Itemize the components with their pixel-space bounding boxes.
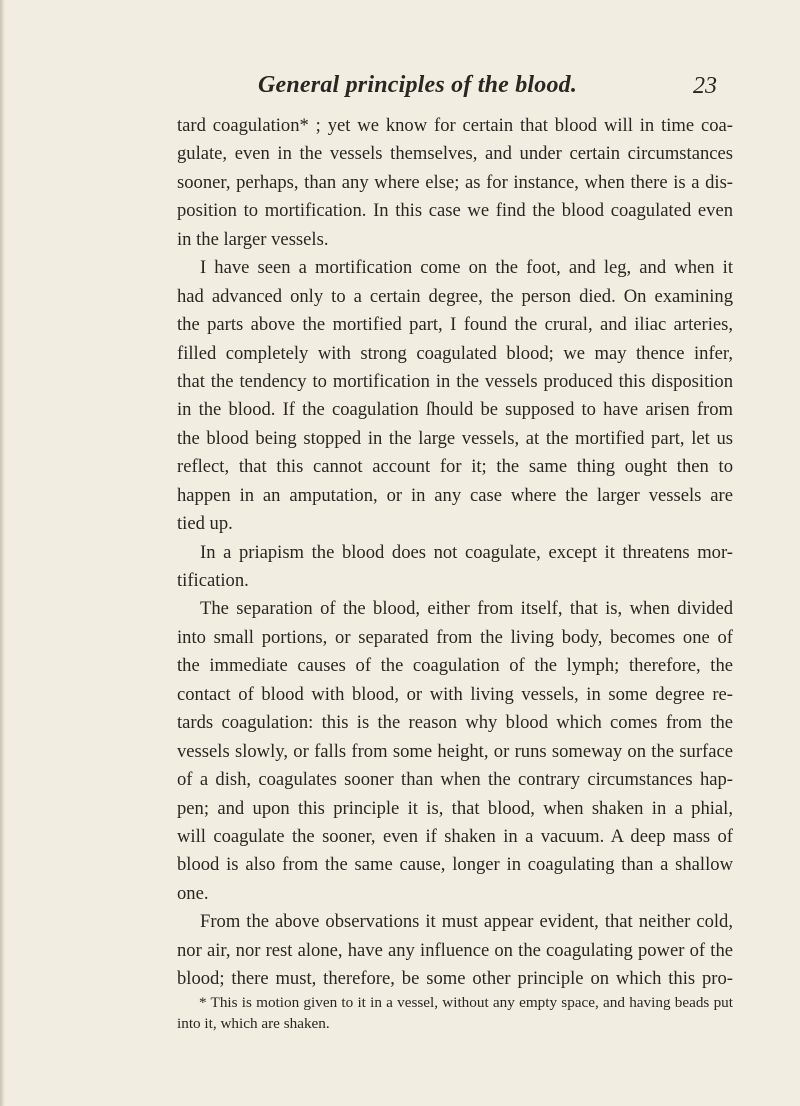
text-line: that the tendency to mortification in the vessels produced this disposition xyxy=(177,370,733,392)
text-line: tards coagulation: this is the reason why blood which comes from the xyxy=(177,712,733,734)
running-head xyxy=(0,72,800,102)
body-text xyxy=(177,112,733,994)
text-line: in the larger vessels. xyxy=(177,228,329,250)
text-line: one. xyxy=(177,882,209,904)
footnote xyxy=(177,992,733,1034)
page-number: 23 xyxy=(693,73,717,99)
text-line: blood; there must, therefore, be some other principle on which this pro- xyxy=(177,968,733,990)
text-line: The separation of the blood, either from itself, that is, when divided xyxy=(200,598,733,620)
footnote-line: * This is motion given to it in a vessel, without any empty space, and having beads put xyxy=(199,994,733,1011)
text-line: blood is also from the same cause, longer in coagulating than a shallow xyxy=(177,854,733,876)
text-line: nor air, nor rest alone, have any influence on the coagulating power of the xyxy=(177,939,733,961)
text-line: in the blood. If the coagulation ſhould be supposed to have arisen from xyxy=(177,399,733,421)
text-line: happen in an amputation, or in any case where the larger vessels are xyxy=(177,484,733,506)
text-line: had advanced only to a certain degree, the person died. On examining xyxy=(177,285,733,307)
text-line: will coagulate the sooner, even if shaken in a vacuum. A deep mass of xyxy=(177,825,733,847)
text-line: From the above observations it must appear evident, that neither cold, xyxy=(200,911,733,933)
page-edge-shadow xyxy=(0,0,5,1106)
text-line: the parts above the mortified part, I found the crural, and iliac arteries, xyxy=(177,314,733,336)
text-line: tied up. xyxy=(177,513,233,535)
text-line: vessels slowly, or falls from some height, or runs someway on the surface xyxy=(177,740,733,762)
running-title: General principles of the blood. xyxy=(258,72,578,98)
text-line: reflect, that this cannot account for it; the same thing ought then to xyxy=(177,456,733,478)
text-line: position to mortification. In this case we find the blood coagulated even xyxy=(177,200,733,222)
text-line: tification. xyxy=(177,570,249,591)
text-line: sooner, perhaps, than any where else; as for instance, when there is a dis- xyxy=(177,171,733,193)
text-line: In a priapism the blood does not coagulate, except it threatens mor- xyxy=(200,541,733,563)
text-line: the immediate causes of the coagulation of the lymph; therefore, the xyxy=(177,655,733,677)
text-line: pen; and upon this principle it is, that blood, when shaken in a phial, xyxy=(177,797,733,819)
text-line: the blood being stopped in the large vessels, at the mortified part, let us xyxy=(177,427,733,449)
text-line: filled completely with strong coagulated blood; we may thence infer, xyxy=(177,342,733,364)
text-line: gulate, even in the vessels themselves, and under certain circumstances xyxy=(177,143,733,165)
text-line: I have seen a mortification come on the foot, and leg, and when it xyxy=(200,257,733,279)
text-line: contact of blood with blood, or with living vessels, in some degree re- xyxy=(177,683,733,705)
footnote-line: into it, which are shaken. xyxy=(177,1015,330,1032)
text-line: into small portions, or separated from the living body, becomes one of xyxy=(177,626,733,648)
text-line: of a dish, coagulates sooner than when the contrary circumstances hap- xyxy=(177,769,733,791)
text-line: tard coagulation* ; yet we know for certain that blood will in time coa- xyxy=(177,115,733,136)
